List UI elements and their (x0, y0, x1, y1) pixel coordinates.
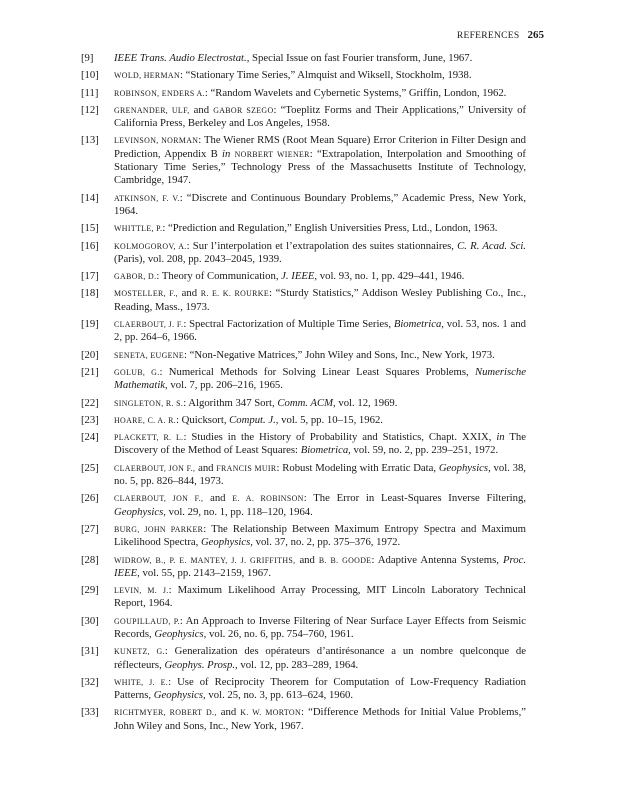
reference-number: [20] (81, 348, 99, 361)
author-name: CLAERBOUT, JON F., (114, 494, 204, 504)
reference-entry (81, 492, 526, 519)
publication-title: Geophysics, (200, 536, 253, 549)
reference-text: : Maximum Likelihood Array Processing, MIT Lincoln Laboratory Technical Report, 1964. (114, 584, 526, 610)
reference-entry (81, 270, 526, 283)
reference-text: : Use of Reciprocity Theorem for Computation of Low-Frequency Radiation Patterns, (114, 675, 526, 702)
reference-text: : “Stationary Time Series,” Almquist and Wiksell, Stockholm, 1938. (180, 69, 472, 82)
reference-text: : “Sturdy Statistics,” Addison Wesley Publishing Co., Inc., Reading, Mass., 1973. (114, 287, 526, 313)
reference-number: [31] (81, 645, 99, 658)
reference-text: vol. 53, nos. 1 and 2, pp. 264–6, 1966. (114, 318, 526, 344)
reference-text: : “Discrete and Continuous Boundary Problems,” Academic Press, New York, 1964. (114, 191, 526, 217)
reference-number: [29] (81, 584, 99, 597)
reference-text: The Discovery of the Method of Least Squares: (114, 431, 526, 457)
reference-text: vol. 7, pp. 206–216, 1965. (167, 379, 283, 392)
reference-entry (81, 366, 526, 393)
reference-number: [25] (81, 461, 99, 474)
reference-text: vol. 93, no. 1, pp. 429–441, 1946. (317, 270, 465, 283)
reference-text: and (295, 553, 319, 566)
reference-number: [11] (81, 86, 99, 99)
reference-text: vol. 12, 1969. (335, 396, 398, 409)
reference-text: and (216, 706, 241, 719)
publication-title: in (222, 147, 231, 160)
reference-text: : Quicksort, (176, 413, 230, 426)
reference-text: : “Prediction and Regulation,” English Universities Press, Ltd., London, 1963. (162, 222, 498, 235)
reference-text: : The Error in Least-Squares Inverse Filtering, (303, 492, 526, 505)
reference-text: : Spectral Factorization of Multiple Time Series, (183, 318, 394, 331)
author-name: GOLUB, G. (114, 367, 160, 377)
publication-title: IEEE Trans. Audio Electrostat. (114, 52, 247, 64)
author-name: K. W. MORTON (240, 708, 302, 718)
author-name: LEVIN, M. J. (114, 586, 169, 596)
reference-entry (81, 222, 526, 235)
author-name: BURG, JOHN PARKER (114, 524, 204, 534)
publication-title: Comput. J., (229, 413, 279, 426)
author-name: WHITE, J. E. (114, 677, 169, 687)
reference-text: : Adaptive Antenna Systems, (371, 553, 503, 566)
running-head (457, 29, 544, 41)
reference-text: : Studies in the History of Probability and Statistics, Chapt. XXIX, (183, 431, 497, 444)
reference-number: [17] (81, 270, 99, 283)
reference-number: [19] (81, 318, 99, 331)
reference-number: [12] (81, 103, 99, 116)
publication-title: J. IEEE, (281, 270, 318, 283)
reference-text: vol. 59, no. 2, pp. 239–251, 1972. (350, 444, 499, 457)
reference-number: [22] (81, 396, 99, 409)
author-name: FRANCIS MUIR (216, 463, 277, 473)
publication-title: Numerische Mathematik, (114, 365, 526, 392)
reference-entry (81, 615, 526, 642)
author-name: GRENANDER, ULF, (114, 105, 190, 115)
author-name: RICHTMYER, ROBERT D., (114, 708, 217, 718)
reference-number: [27] (81, 522, 99, 535)
reference-text: and (203, 492, 233, 505)
reference-entry (81, 523, 526, 550)
reference-entry (81, 462, 526, 489)
publication-title: Geophys. Prosp., (164, 658, 238, 671)
reference-text: vol. 37, no. 2, pp. 375–376, 1972. (252, 536, 401, 549)
reference-text: : Algorithm 347 Sort, (183, 396, 278, 409)
reference-text: vol. 55, pp. 2143–2159, 1967. (139, 566, 272, 579)
author-name: SENETA, EUGENE (114, 350, 185, 360)
reference-text: and (195, 461, 217, 474)
author-name: WIDROW, B., P. E. MANTEY, J. J. GRIFFITHS, (114, 555, 296, 565)
reference-entry (81, 318, 526, 345)
reference-number: [30] (81, 614, 99, 627)
publication-title: Geophysics, (153, 689, 206, 702)
author-name: GOUPILLAUD, P. (114, 616, 180, 626)
author-name: KUNETZ, G. (114, 647, 165, 657)
reference-entry (81, 287, 526, 314)
reference-text: : Numerical Methods for Solving Linear Least Squares Problems, (159, 365, 475, 378)
publication-title: Proc. IEEE, (114, 553, 526, 579)
reference-entry (81, 676, 526, 703)
publication-title: Comm. ACM, (277, 396, 336, 409)
author-name: ATKINSON, F. V. (114, 193, 180, 203)
reference-text: (Paris), vol. 208, pp. 2043–2045, 1939. (114, 252, 282, 265)
reference-text: vol. 25, no. 3, pp. 613–624, 1960. (205, 689, 353, 702)
author-name: WOLD, HERMAN (114, 71, 181, 81)
author-name: PLACKETT, R. L. (114, 433, 184, 443)
author-name: E. A. ROBINSON (232, 494, 304, 504)
page-number: 265 (527, 29, 544, 41)
author-name: GABOR, D. (114, 272, 157, 282)
reference-entry (81, 134, 526, 187)
reference-text: : An Approach to Inverse Filtering of Near Surface Layer Effects from Seismic Records, (114, 614, 526, 640)
reference-text: : Robust Modeling with Erratic Data, (276, 461, 439, 474)
reference-number: [15] (81, 222, 99, 235)
reference-text: vol. 26, no. 6, pp. 754–760, 1961. (206, 627, 354, 640)
reference-entry (81, 240, 526, 267)
reference-entry (81, 414, 526, 427)
reference-number: [10] (81, 69, 99, 82)
reference-text: vol. 29, no. 1, pp. 118–120, 1964. (165, 505, 313, 518)
publication-title: Geophysics, (438, 461, 491, 474)
reference-entry (81, 52, 526, 65)
author-name: B. B. GOODE (318, 555, 372, 565)
reference-text: , Special Issue on fast Fourier transform, June, 1967. (246, 52, 473, 64)
reference-entry (81, 69, 526, 82)
publication-title: Biometrica, (300, 444, 351, 457)
reference-number: [26] (81, 492, 99, 505)
reference-number: [13] (81, 134, 99, 147)
author-name: LEVINSON, NORMAN (114, 136, 199, 146)
publication-title: Geophysics, (114, 505, 166, 518)
publication-title: Biometrica, (393, 318, 444, 331)
publication-title: in (496, 431, 505, 444)
reference-entry (81, 349, 526, 362)
author-name: GABOR SZEGO (213, 105, 274, 115)
reference-number: [23] (81, 413, 99, 426)
reference-text: : “Non-Negative Matrices,” John Wiley and Sons, Inc., New York, 1973. (184, 348, 495, 361)
reference-text: and (189, 103, 214, 116)
reference-text: : The Wiener RMS (Root Mean Square) Error Criterion in Filter Design and Prediction, Appendix B (114, 134, 526, 160)
author-name: SINGLETON, R. S. (114, 398, 184, 408)
reference-text: : Sur l’interpolation et l’extrapolation des suites stationnaires, (186, 239, 458, 252)
reference-entry (81, 706, 526, 733)
publication-title: Geophysics, (154, 627, 207, 640)
author-name: WHITTLE, P. (114, 224, 163, 234)
reference-entry (81, 431, 526, 458)
reference-number: [21] (81, 365, 99, 378)
reference-text: : The Relationship Between Maximum Entropy Spectra and Maximum Likelihood Spectra, (114, 522, 526, 549)
reference-text: vol. 38, no. 5, pp. 826–844, 1973. (114, 461, 526, 488)
reference-entry (81, 104, 526, 131)
author-name: CLAERBOUT, J. F. (114, 320, 184, 330)
reference-text: vol. 12, pp. 283–289, 1964. (237, 658, 359, 671)
reference-number: [9] (81, 52, 94, 64)
reference-text: : “Difference Methods for Initial Value Problems,” John Wiley and Sons, Inc., New York, 1967. (114, 706, 526, 732)
reference-entry (81, 192, 526, 219)
running-head-title: REFERENCES (456, 31, 520, 41)
author-name: ROBINSON, ENDERS A. (114, 88, 205, 98)
reference-text: : “Random Wavelets and Cybernetic Systems,” Griffin, London, 1962. (204, 86, 507, 99)
reference-number: [33] (81, 706, 99, 719)
reference-entry (81, 397, 526, 410)
reference-number: [18] (81, 287, 99, 300)
reference-text: and (178, 287, 201, 300)
reference-text: vol. 5, pp. 10–15, 1962. (278, 413, 383, 426)
reference-text: : “Toeplitz Forms and Their Applications,” University of California Press, Berkeley and Los Angeles, 1958. (114, 103, 527, 130)
reference-number: [24] (81, 431, 99, 444)
author-name: NORBERT WIENER (234, 149, 310, 159)
author-name: CLAERBOUT, JON F., (114, 463, 196, 473)
reference-text: : Theory of Communication, (156, 270, 282, 283)
reference-number: [28] (81, 553, 99, 566)
author-name: KOLMOGOROV, A. (114, 241, 187, 251)
reference-text: : Generalization des opérateurs d’antirésonance a un nombre quelconque de réflecteurs, (114, 645, 526, 671)
reference-number: [32] (81, 675, 99, 688)
author-name: R. E. K. ROURKE (200, 289, 270, 299)
reference-number: [16] (81, 239, 99, 252)
reference-list (81, 52, 526, 737)
publication-title: C. R. Acad. Sci. (457, 239, 526, 252)
reference-entry (81, 645, 526, 672)
reference-text: : “Extrapolation, Interpolation and Smoothing of Stationary Time Series,” Technology Press of the Massachusetts Institute of Technology, Cambridge, 1947. (114, 147, 526, 187)
reference-entry (81, 554, 526, 581)
reference-entry (81, 87, 526, 100)
reference-number: [14] (81, 191, 99, 204)
author-name: MOSTELLER, F., (114, 289, 178, 299)
reference-entry (81, 584, 526, 611)
author-name: HOARE, C. A. R. (114, 415, 177, 425)
